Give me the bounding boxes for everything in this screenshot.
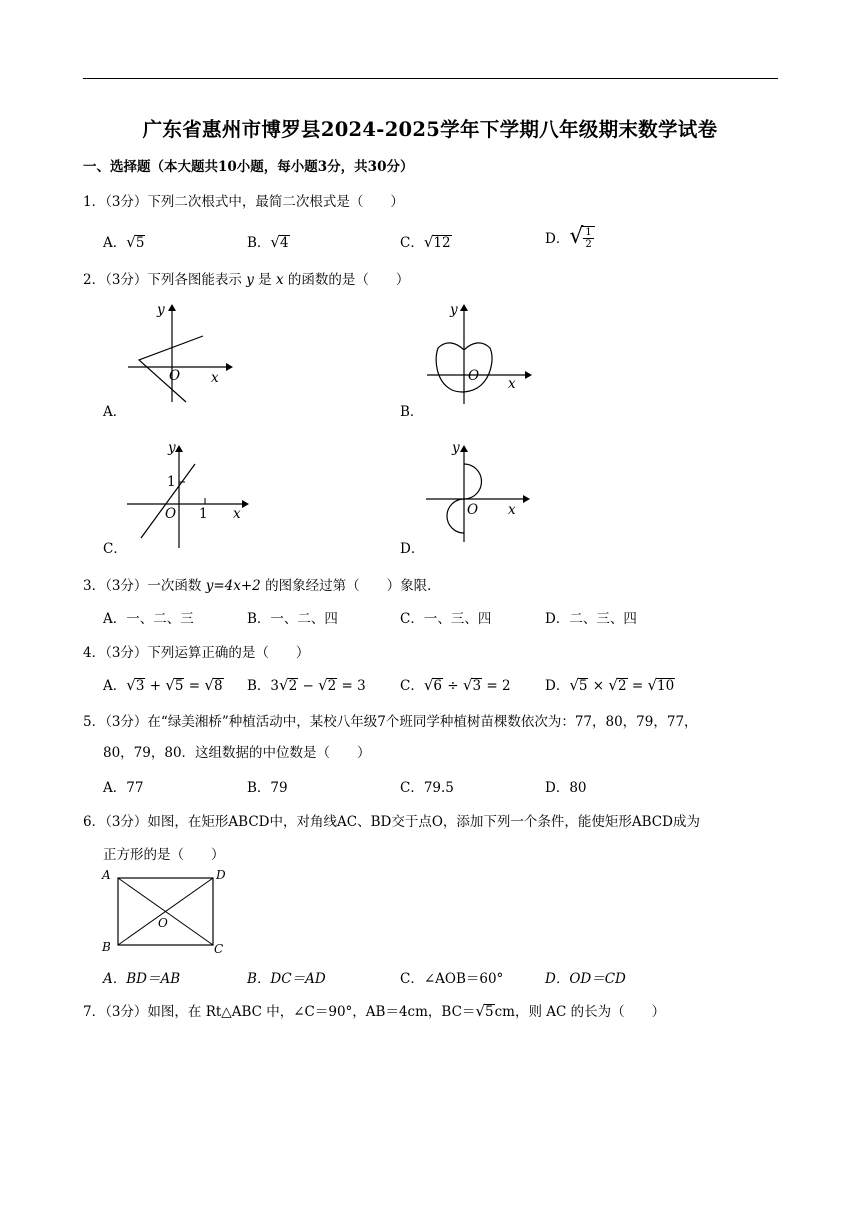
q5-option-b: B．79 [247, 780, 288, 796]
q6-option-c: C．∠AOB＝60° [400, 971, 504, 987]
graph-c-tick-x: 1 [199, 506, 208, 522]
q6-option-b: B．DC＝AD [247, 971, 326, 987]
graph-d-label: D． [400, 541, 425, 557]
vertex-a-label: A [102, 868, 111, 882]
graph-d [422, 440, 532, 550]
question-2-stem: 2．（3分）下列各图能表示 y 是 x 的函数的是（ ） [83, 272, 410, 288]
question-7-stem: 7．（3分）如图，在 Rt△ABC 中，∠C＝90°，AB＝4cm，BC＝ √ 5 cm，则 AC 的长为（ ） [83, 1002, 666, 1020]
graph-c-x-label: x [233, 506, 241, 522]
graph-a-y-label: y [157, 302, 165, 318]
question-5-line-1: 5．（3分）在“绿美湘桥”种植活动中，某校八年级7个班同学种植树苗棵数依次为：77，80，79，77， [83, 714, 698, 730]
q5-option-c: C．79.5 [400, 780, 454, 796]
question-4-stem: 4．（3分）下列运算正确的是（ ） [83, 645, 310, 661]
graph-d-origin: O [467, 502, 479, 518]
q3-option-c: C．一、三、四 [400, 611, 492, 627]
graph-b-origin: O [468, 368, 480, 384]
graph-d-x-label: x [508, 502, 516, 518]
graph-a-origin: O [169, 368, 181, 384]
q1-option-d: D． √ $\frac{1}{2}$ [545, 226, 595, 250]
q1-option-c: C． √ 12 [400, 233, 451, 251]
graph-c-label: C． [103, 541, 127, 557]
graph-b-x-label: x [508, 376, 516, 392]
graph-b-label: B． [400, 404, 424, 420]
q3-option-d: D．二、三、四 [545, 611, 637, 627]
graph-c-tick-y: 1 [167, 474, 176, 490]
section-heading: 一、选择题（本大题共10小题，每小题3分，共30分） [83, 159, 414, 175]
question-6-line-1: 6．（3分）如图，在矩形ABCD中，对角线AC、BD交于点O，添加下列一个条件，能使矩形ABCD成为 [83, 814, 700, 830]
center-o-label: O [158, 916, 168, 930]
q5-option-d: D．80 [545, 780, 587, 796]
graph-c-origin: O [165, 506, 177, 522]
question-5-line-2: 80，79，80．这组数据的中位数是（ ） [103, 745, 371, 761]
q4-option-b: B．3 √ 2 − √ 2 = 3 [247, 676, 366, 694]
question-1-stem: 1．（3分）下列二次根式中，最简二次根式是（ ） [83, 194, 404, 210]
graph-a-label: A． [103, 404, 127, 420]
q3-option-a: A．一、二、三 [103, 611, 194, 627]
q4-option-a: A． √ 3 + √ 5 = √ 8 [103, 676, 223, 694]
q1-option-a: A． √ 5 [103, 233, 145, 251]
vertex-d-label: D [216, 868, 226, 882]
graph-a-x-label: x [211, 370, 219, 386]
q6-option-d: D．OD＝CD [545, 971, 626, 987]
page-title: 广东省惠州市博罗县2024-2025学年下学期八年级期末数学试卷 [142, 118, 718, 141]
rectangle-abcd-figure [100, 868, 230, 958]
question-3-stem: 3．（3分）一次函数 y=4x+2 的图象经过第（ ）象限． [83, 578, 441, 594]
graph-c [125, 440, 250, 550]
q5-option-a: A．77 [103, 780, 144, 796]
vertex-b-label: B [102, 940, 111, 954]
q1-option-b: B． √ 4 [247, 233, 289, 251]
graph-b-y-label: y [450, 302, 458, 318]
question-6-line-2: 正方形的是（ ） [103, 847, 225, 863]
q3-option-b: B．一、二、四 [247, 611, 338, 627]
vertex-c-label: C [214, 942, 224, 956]
graph-d-y-label: y [452, 440, 460, 456]
q4-option-d: D． √ 5 × √ 2 = √ 10 [545, 676, 675, 694]
graph-c-y-label: y [168, 440, 176, 456]
header-rule [83, 78, 778, 79]
graph-b [422, 302, 532, 407]
q4-option-c: C． √ 6 ÷ √ 3 = 2 [400, 676, 511, 694]
q6-option-a: A．BD＝AB [103, 971, 181, 987]
graph-a [123, 302, 233, 407]
